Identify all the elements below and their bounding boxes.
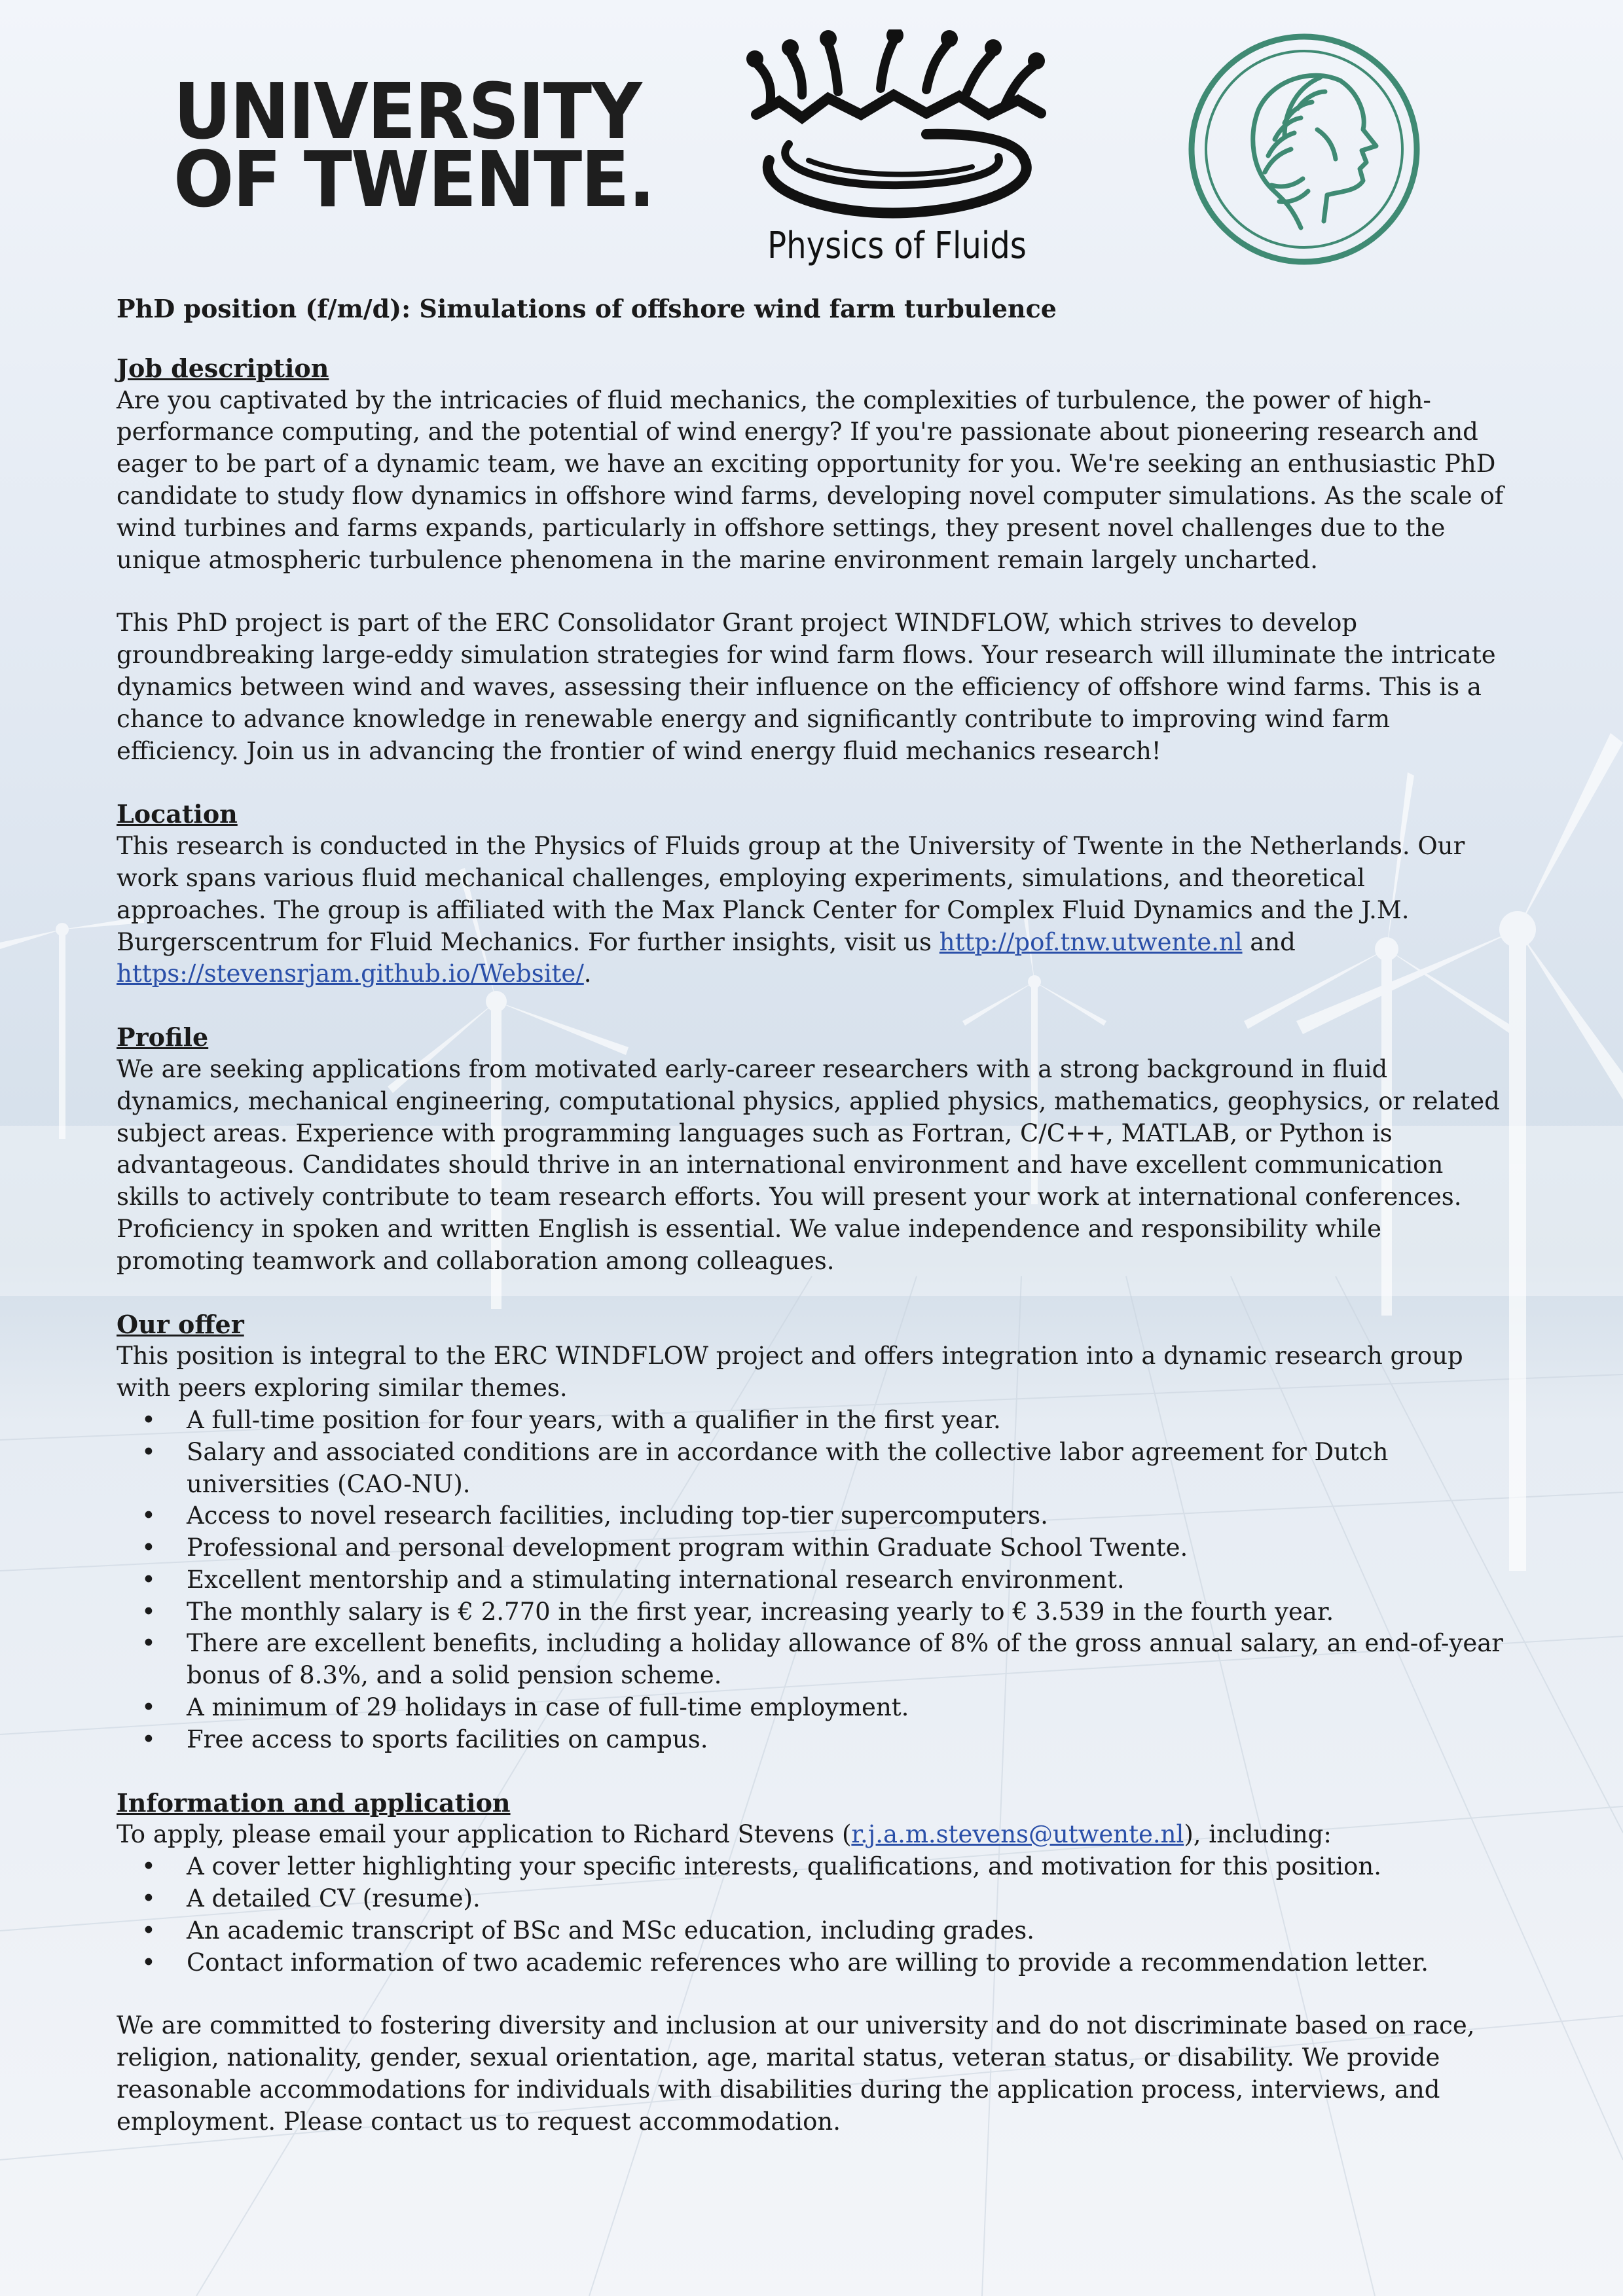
bullet-icon: • — [141, 1852, 156, 1881]
list-item: • Professional and personal development program within Graduate School Twente. — [117, 1532, 1511, 1564]
list-item: • There are excellent benefits, including a holiday allowance of 8% of the gross annual salary, an end-of-year bonus of 8.3%, and a solid pension scheme. — [141, 1629, 1503, 1690]
list-item: • A cover letter highlighting your specific interests, qualifications, and motivation for this position. — [117, 1851, 1511, 1883]
job-description-paragraph-2: This PhD project is part of the ERC Consolidator Grant project WINDFLOW, which strives to develop groundbreaking large-eddy simulation strategies for wind farm flows. Your research will illuminate the intricate dynamics between wind and waves, assessing their influence on the efficiency of offshore wind farms. This is a chance to advance knowledge in renewable energy and significantly contribute to improving wind farm efficiency. Join us in advancing the frontier of wind energy fluid mechanics research! — [117, 609, 1496, 765]
university-of-twente-logo — [173, 66, 655, 224]
list-item: • Excellent mentorship and a stimulating international research environment. — [117, 1564, 1511, 1596]
information-application-heading: Information and application — [117, 1787, 511, 1818]
bullet-icon: • — [141, 1565, 156, 1594]
our-offer-heading: Our offer — [117, 1309, 244, 1339]
physics-of-fluids-logo — [730, 29, 1064, 272]
application-list — [117, 1851, 1511, 1979]
bullet-icon: • — [141, 1437, 156, 1466]
application-intro: To apply, please email your application to Richard Stevens (r.j.a.m.stevens@utwente.nl), including: — [117, 1820, 1332, 1849]
list-item: • A full-time position for four years, with a qualifier in the first year. — [117, 1405, 1511, 1437]
logo-line-2: OF TWENTE. — [173, 134, 655, 224]
pof-website-link[interactable]: http://pof.tnw.utwente.nl — [939, 927, 1243, 956]
logo-line-1: UNIVERSITY — [173, 66, 642, 156]
bullet-icon: • — [141, 1405, 156, 1434]
bullet-icon: • — [141, 1948, 156, 1977]
list-item: • Access to novel research facilities, including top-tier supercomputers. — [117, 1500, 1511, 1532]
crown-icon — [730, 29, 1064, 226]
email-link[interactable]: r.j.a.m.stevens@utwente.nl — [851, 1820, 1184, 1849]
diversity-statement: We are committed to fostering diversity and inclusion at our university and do not discriminate based on race, religion, nationality, gender, sexual orientation, age, marital status, veteran status, or disability. We provide reasonable accommodations for individuals with disabilities during the application process, interviews, and employment. Please contact us to request accommodation. — [117, 2011, 1475, 2136]
profile-paragraph: We are seeking applications from motivated early-career researchers with a strong background in fluid dynamics, mechanical engineering, computational physics, applied physics, mathematics, geophysics, or related subject areas. Experience with programming languages such as Fortran, C/C++, MATLAB, or Python is advantageous. Candidates should thrive in an international environment and have excellent communication skills to actively contribute to team research efforts. You will present your work at international conferences. Proficiency in spoken and written English is essential. We value independence and responsibility while promoting teamwork and collaboration among colleagues. — [117, 1054, 1500, 1275]
location-heading: Location — [117, 799, 238, 829]
our-offer-intro: This position is integral to the ERC WINDFLOW project and offers integration into a dynamic research group with peers exploring similar themes. — [117, 1342, 1463, 1403]
list-item: • An academic transcript of BSc and MSc education, including grades. — [117, 1915, 1511, 1947]
job-description-paragraph-1: Are you captivated by the intricacies of fluid mechanics, the complexities of turbulence, the power of high-performance computing, and the potential of wind energy? If you're passionate about pioneering research and eager to be part of a dynamic team, we have an exciting opportunity for you. We're seeking an enthusiastic PhD candidate to study flow dynamics in offshore wind farms, developing novel computer simulations. As the scale of wind turbines and farms expands, particularly in offshore settings, they present novel challenges due to the unique atmospheric turbulence phenomena in the marine environment remain largely uncharted. — [117, 386, 1504, 574]
list-item: • The monthly salary is € 2.770 in the first year, increasing yearly to € 3.539 in the fourth year. — [117, 1596, 1511, 1628]
minerva-head-icon — [1186, 31, 1422, 267]
list-item: • A minimum of 29 holidays in case of full-time employment. — [117, 1692, 1511, 1724]
list-item: • A detailed CV (resume). — [117, 1883, 1511, 1915]
max-planck-logo — [1186, 31, 1422, 267]
page-title: PhD position (f/m/d): Simulations of offshore wind farm turbulence — [117, 294, 1057, 323]
offer-list — [117, 1405, 1511, 1756]
location-text: This research is conducted in the Physics of Fluids group at the University of Twente in the Netherlands. Our work spans various fluid mechanical challenges, employing experiments, simulations, and theoretical approaches. The group is affiliated with the Max Planck Center for Complex Fluid Dynamics and the J.M. Burgerscentrum for Fluid Mechanics. For further insights, visit us — [117, 832, 1465, 956]
location-text-end: . — [583, 960, 592, 988]
job-posting-body — [117, 293, 1511, 2170]
job-description-heading: Job description — [117, 353, 329, 383]
bullet-icon: • — [141, 1534, 156, 1562]
bullet-icon: • — [141, 1597, 156, 1626]
location-paragraph — [117, 831, 1511, 990]
location-text-between: and — [1242, 927, 1296, 956]
profile-heading: Profile — [117, 1022, 209, 1052]
list-item: • Salary and associated conditions are in accordance with the collective labor agreement for Dutch universities (CAO-NU). — [141, 1437, 1389, 1498]
bullet-icon: • — [141, 1629, 156, 1658]
list-item: • Free access to sports facilities on campus. — [117, 1724, 1511, 1756]
bullet-icon: • — [141, 1884, 156, 1913]
bullet-icon: • — [141, 1693, 156, 1722]
stevens-website-link[interactable]: https://stevensrjam.github.io/Website/ — [117, 960, 584, 988]
pof-logo-label: Physics of Fluids — [767, 224, 1027, 267]
list-item: • Contact information of two academic references who are willing to provide a recommendation letter. — [117, 1947, 1511, 1979]
bullet-icon: • — [141, 1916, 156, 1945]
bullet-icon: • — [141, 1501, 156, 1530]
bullet-icon: • — [141, 1725, 156, 1753]
